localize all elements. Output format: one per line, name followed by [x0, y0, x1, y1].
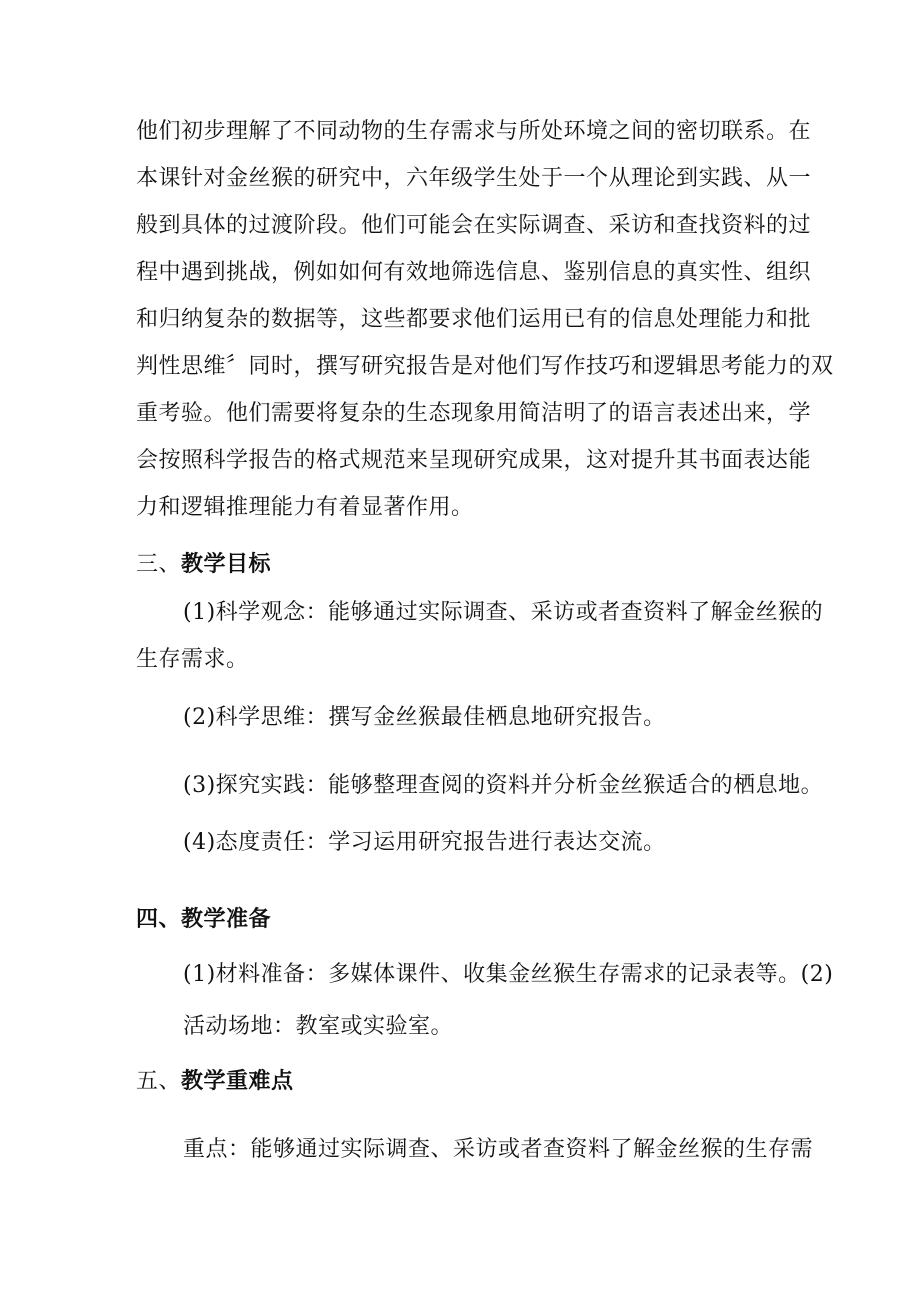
section-title: 教学目标: [181, 551, 272, 577]
section-title: 教学准备: [181, 906, 272, 932]
paragraph-line: 力和逻辑推理能力有着显著作用。: [136, 495, 474, 520]
objective-item: (2)科学思维：撰写金丝猴最佳栖息地研究报告。: [183, 705, 666, 730]
paragraph-line: 判性思维〞同时，撰写研究报告是对他们写作技巧和逻辑思考能力的双: [136, 354, 834, 379]
preparation-item: (1)材料准备：多媒体课件、收集金丝猴生存需求的记录表等。(2): [183, 962, 834, 987]
section-title: 教学重难点: [181, 1068, 294, 1094]
section-heading-objectives: [136, 549, 271, 580]
objective-item-continuation: 生存需求。: [136, 647, 249, 672]
paragraph-line: 重考验。他们需要将复杂的生态现象用简洁明了的语言表述出来，学: [136, 401, 812, 426]
objective-item: (1)科学观念：能够通过实际调查、采访或者查资料了解金丝猴的: [183, 600, 824, 625]
section-number: 三、: [136, 552, 182, 577]
paragraph-line: 般到具体的过渡阶段。他们可能会在实际调查、采访和查找资料的过: [136, 213, 812, 238]
section-number: 四、: [136, 906, 182, 932]
section-heading-preparation: [136, 904, 271, 935]
paragraph-line: 程中遇到挑战，例如如何有效地筛选信息、鉴别信息的真实性、组织: [136, 260, 812, 285]
section-heading-key-points: [136, 1066, 294, 1097]
paragraph-line: 本课针对金丝猴的研究中，六年级学生处于一个从理论到实践、从一: [136, 166, 812, 191]
paragraph-line: 他们初步理解了不同动物的生存需求与所处环境之间的密切联系。在: [136, 119, 812, 144]
paragraph-line: 会按照科学报告的格式规范来呈现研究成果，这对提升其书面表达能: [136, 448, 812, 473]
paragraph-line: 和归纳复杂的数据等，这些都要求他们运用已有的信息处理能力和批: [136, 307, 812, 332]
preparation-item-continuation: 活动场地：教室或实验室。: [183, 1014, 454, 1039]
objective-item: (3)探究实践：能够整理查阅的资料并分析金丝猴适合的栖息地。: [183, 773, 824, 798]
objective-item: (4)态度责任：学习运用研究报告进行表达交流。: [183, 830, 666, 855]
section-number: 五、: [136, 1069, 182, 1094]
key-point-item: 重点：能够通过实际调查、采访或者查资料了解金丝猴的生存需: [183, 1137, 814, 1162]
